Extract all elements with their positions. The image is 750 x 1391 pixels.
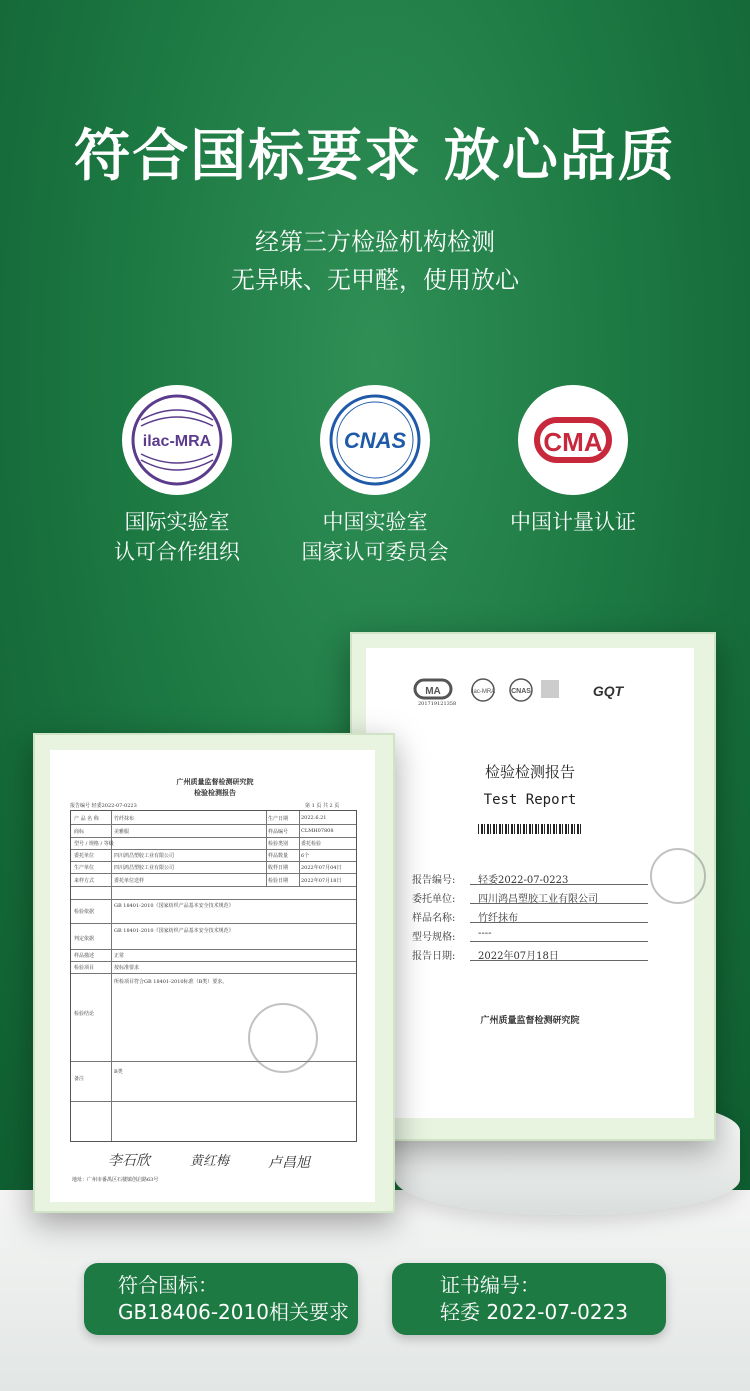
ilac-mra-logo-icon — [122, 385, 232, 495]
right-field-value-5: 2022年07月18日 — [478, 951, 559, 962]
cma-logo-icon — [518, 385, 628, 495]
right-field-value-4: ---- — [478, 928, 492, 939]
left-doc-page-info: 第 1 页 共 2 页 — [305, 803, 340, 809]
left-row-value-10: 按标准要求 — [114, 965, 140, 971]
left-doc-table — [70, 810, 357, 1142]
left-right-label-1: 生产日期 — [268, 816, 289, 822]
left-doc-report-no: 报告编号 轻委2022-07-0223 — [70, 803, 137, 809]
left-doc-stamp-icon — [248, 1003, 318, 1073]
right-field-line-1 — [470, 884, 648, 885]
cert-ilac-line1: 国际实验室 — [124, 510, 230, 534]
right-doc-logo-code: 201719121358 — [418, 701, 457, 707]
left-doc-footer: 地址：广州市番禺区石楼镇创启路63号 — [72, 1177, 159, 1183]
left-row-value-1: 竹纤抹布 — [114, 816, 135, 822]
signature-3: 卢昌旭 — [268, 1155, 310, 1171]
svg-text:CNAS: CNAS — [343, 428, 407, 453]
left-doc-title: 检验检测报告 — [194, 788, 236, 797]
left-row-label-3: 型号 / 规格 / 等级 — [74, 841, 114, 847]
left-row-label-11: 检验结论 — [74, 1011, 95, 1017]
left-row-value-8: GB 18401-2010《国家纺织产品基本安全技术规范》 — [114, 928, 234, 934]
svg-text:ilac-MRA: ilac-MRA — [470, 689, 496, 695]
right-field-line-3 — [470, 922, 648, 923]
left-row-label-5: 生产单位 — [74, 865, 95, 871]
right-field-line-4 — [470, 941, 648, 942]
cert-cnas-line1: 中国实验室 — [322, 510, 428, 534]
left-row-label-10: 检验项目 — [74, 965, 95, 971]
left-right-label-4: 样品数量 — [268, 853, 289, 859]
right-doc-stamp-icon — [650, 848, 706, 904]
left-row-value-6: 委托单位送样 — [114, 878, 145, 884]
right-field-line-2 — [470, 903, 648, 904]
left-row-value-5: 四川鸿昌塑胶工业有限公司 — [114, 865, 175, 871]
signature-1: 李石欣 — [108, 1153, 150, 1169]
left-row-label-6: 来样方式 — [74, 878, 95, 884]
right-field-label-4: 型号规格: — [412, 932, 456, 943]
left-right-label-5: 收样日期 — [268, 865, 289, 871]
right-doc-title-en: Test Report — [483, 792, 577, 808]
left-row-value-11: 所检项目符合GB 18401-2010标准（B类）要求。 — [114, 979, 228, 985]
cert-ilac — [77, 385, 277, 567]
cert-cma — [473, 385, 673, 537]
right-field-label-1: 报告编号: — [412, 875, 456, 886]
cert-ilac-line2: 认可合作组织 — [114, 540, 240, 564]
subline-2: 无异味、无甲醛，使用放心 — [231, 266, 519, 294]
signature-2: 黄红梅 — [190, 1154, 230, 1169]
right-field-value-2: 四川鸿昌塑胶工业有限公司 — [478, 894, 598, 905]
svg-text:MA: MA — [425, 686, 441, 697]
left-right-label-3: 检验类别 — [268, 841, 289, 847]
certificate-badge-line2: 轻委 2022-07-0223 — [440, 1300, 629, 1324]
svg-text:GQT: GQT — [592, 683, 624, 699]
svg-text:CNAS: CNAS — [511, 688, 531, 695]
left-right-label-6: 检验日期 — [268, 878, 289, 884]
left-right-value-3: 委托检验 — [301, 841, 322, 847]
left-right-value-5: 2022年07月04日 — [301, 865, 342, 871]
left-doc-institute: 广州质量监督检测研究院 — [176, 777, 254, 786]
right-field-value-3: 竹纤抹布 — [478, 913, 518, 924]
cert-cnas-line2: 国家认可委员会 — [301, 540, 449, 564]
right-field-label-3: 样品名称: — [412, 913, 456, 924]
left-right-value-2: CLMH07808 — [301, 828, 334, 834]
left-row-label-2: 商标 — [74, 829, 85, 835]
left-row-value-12: B类 — [114, 1069, 123, 1075]
right-field-label-2: 委托单位: — [412, 894, 456, 905]
right-field-label-5: 报告日期: — [412, 951, 456, 962]
svg-text:ilac-MRA: ilac-MRA — [142, 433, 212, 450]
left-row-label-9: 样品描述 — [74, 953, 95, 959]
left-right-value-6: 2022年07月18日 — [301, 878, 342, 884]
left-right-label-2: 样品编号 — [268, 829, 289, 835]
headline: 符合国标要求 放心品质 — [74, 124, 676, 189]
standard-badge-line2: GB18406-2010相关要求 — [118, 1300, 349, 1324]
left-row-value-9: 正常 — [114, 953, 125, 959]
standard-badge-line1: 符合国标： — [118, 1273, 218, 1297]
barcode-icon — [478, 824, 582, 834]
cnas-logo-icon — [320, 385, 430, 495]
left-right-value-4: 6个 — [301, 853, 310, 859]
cert-cma-line1: 中国计量认证 — [510, 510, 636, 534]
cert-cnas — [275, 385, 475, 567]
right-field-value-1: 轻委2022-07-0223 — [478, 875, 569, 886]
right-field-line-5 — [470, 960, 648, 961]
left-row-value-4: 四川鸿昌塑胶工业有限公司 — [114, 853, 175, 859]
left-right-value-1: 2022.6.21 — [301, 815, 327, 821]
standard-badge — [84, 1263, 358, 1335]
svg-text:CMA: CMA — [543, 427, 603, 457]
left-row-label-1: 产 品 名 称 — [74, 816, 99, 822]
left-row-label-8: 判定依据 — [74, 936, 95, 942]
right-doc-title-cn: 检验检测报告 — [484, 763, 575, 781]
right-doc-institute: 广州质量监督检测研究院 — [480, 1016, 580, 1026]
left-row-label-12: 备注 — [74, 1076, 85, 1082]
left-row-value-2: 美雅服 — [114, 829, 130, 835]
certificate-badge-line1: 证书编号： — [440, 1273, 540, 1297]
certificate-badge — [392, 1263, 666, 1335]
subline-1: 经第三方检验机构检测 — [255, 228, 495, 256]
left-row-label-7: 检验依据 — [74, 909, 95, 915]
left-row-label-4: 委托单位 — [74, 853, 95, 859]
left-row-value-7: GB 18401-2010《国家纺织产品基本安全技术规范》 — [114, 903, 234, 909]
